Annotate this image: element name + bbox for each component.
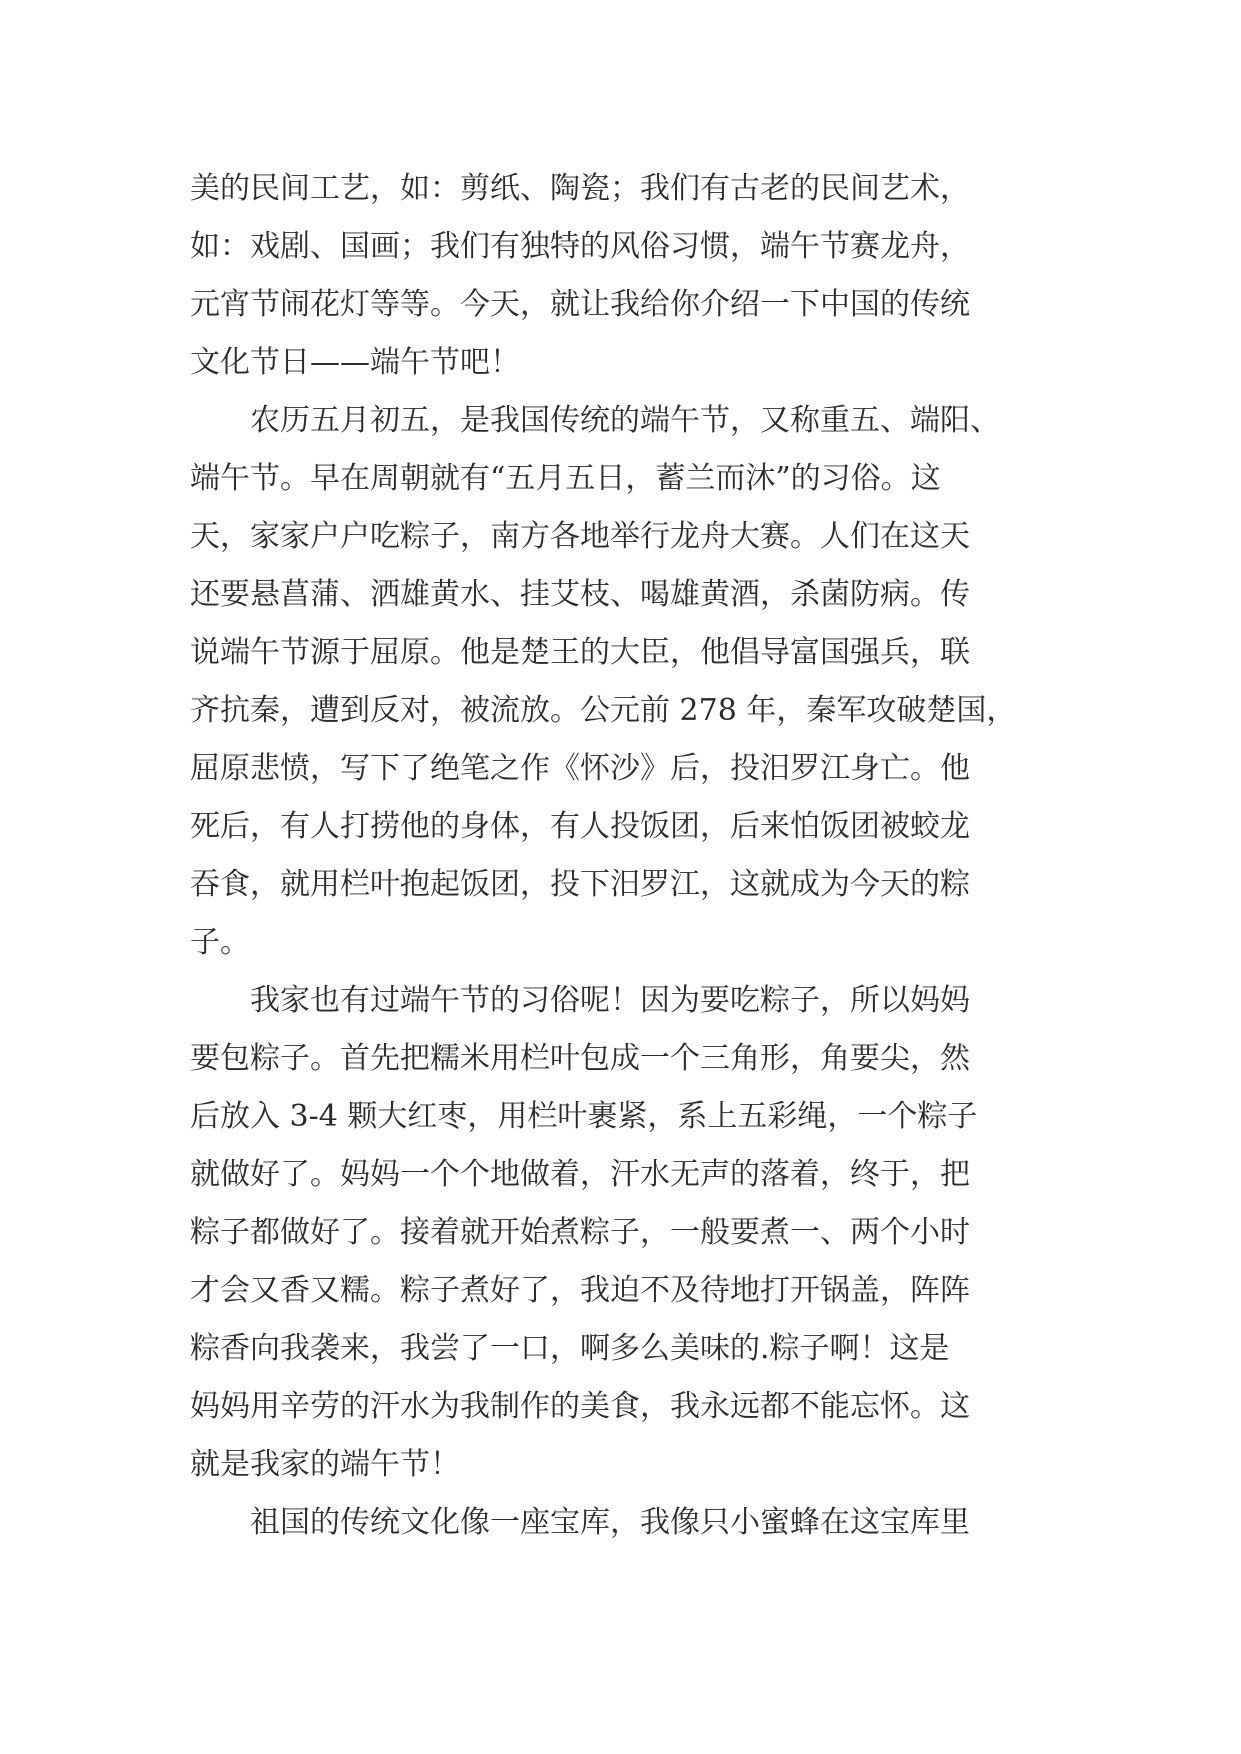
text-line: 吞食，就用栏叶抱起饭团，投下汨罗江，这就成为今天的粽 — [190, 867, 970, 902]
text-line: 粽子都做好了。接着就开始煮粽子，一般要煮一、两个小时 — [190, 1215, 970, 1250]
text-line: 才会又香又糯。粽子煮好了，我迫不及待地打开锅盖，阵阵 — [190, 1273, 970, 1308]
text-line: 端午节。早在周朝就有“五月五日，蓄兰而沐”的习俗。这 — [190, 461, 941, 496]
text-line: 文化节日——端午节吧！ — [190, 345, 520, 380]
text-line: 粽香向我袭来，我尝了一口，啊多么美味的.粽子啊！这是 — [190, 1331, 950, 1366]
text-line: 屈原悲愤，写下了绝笔之作《怀沙》后，投汨罗江身亡。他 — [190, 751, 970, 786]
text-line: 就是我家的端午节！ — [190, 1447, 460, 1482]
text-line: 还要悬菖蒲、洒雄黄水、挂艾枝、喝雄黄酒，杀菌防病。传 — [190, 577, 970, 612]
text-line: 美的民间工艺，如：剪纸、陶瓷；我们有古老的民间艺术， — [190, 171, 970, 206]
text-line: 妈妈用辛劳的汗水为我制作的美食，我永远都不能忘怀。这 — [190, 1389, 970, 1424]
text-line: 后放入 3-4 颗大红枣，用栏叶裹紧，系上五彩绳，一个粽子 — [190, 1099, 978, 1134]
essay-text — [190, 160, 1060, 1552]
text-line: 要包粽子。首先把糯米用栏叶包成一个三角形，角要尖，然 — [190, 1041, 970, 1076]
text-line: 元宵节闹花灯等等。今天，就让我给你介绍一下中国的传统 — [190, 287, 970, 322]
text-line: 天，家家户户吃粽子，南方各地举行龙舟大赛。人们在这天 — [190, 519, 970, 554]
text-line: 死后，有人打捞他的身体，有人投饭团，后来怕饭团被蛟龙 — [190, 809, 970, 844]
text-line: 子。 — [190, 925, 250, 960]
text-line: 祖国的传统文化像一座宝库，我像只小蜜蜂在这宝库里 — [190, 1505, 970, 1540]
text-line: 齐抗秦，遭到反对，被流放。公元前 278 年，秦军攻破楚国， — [190, 693, 1017, 728]
text-line: 说端午节源于屈原。他是楚王的大臣，他倡导富国强兵，联 — [190, 635, 970, 670]
text-line: 就做好了。妈妈一个个地做着，汗水无声的落着，终于，把 — [190, 1157, 970, 1192]
text-line: 我家也有过端午节的习俗呢！因为要吃粽子，所以妈妈 — [190, 983, 970, 1018]
text-line: 如：戏剧、国画；我们有独特的风俗习惯，端午节赛龙舟， — [190, 229, 970, 264]
text-line: 农历五月初五，是我国传统的端午节，又称重五、端阳、 — [190, 403, 1000, 438]
